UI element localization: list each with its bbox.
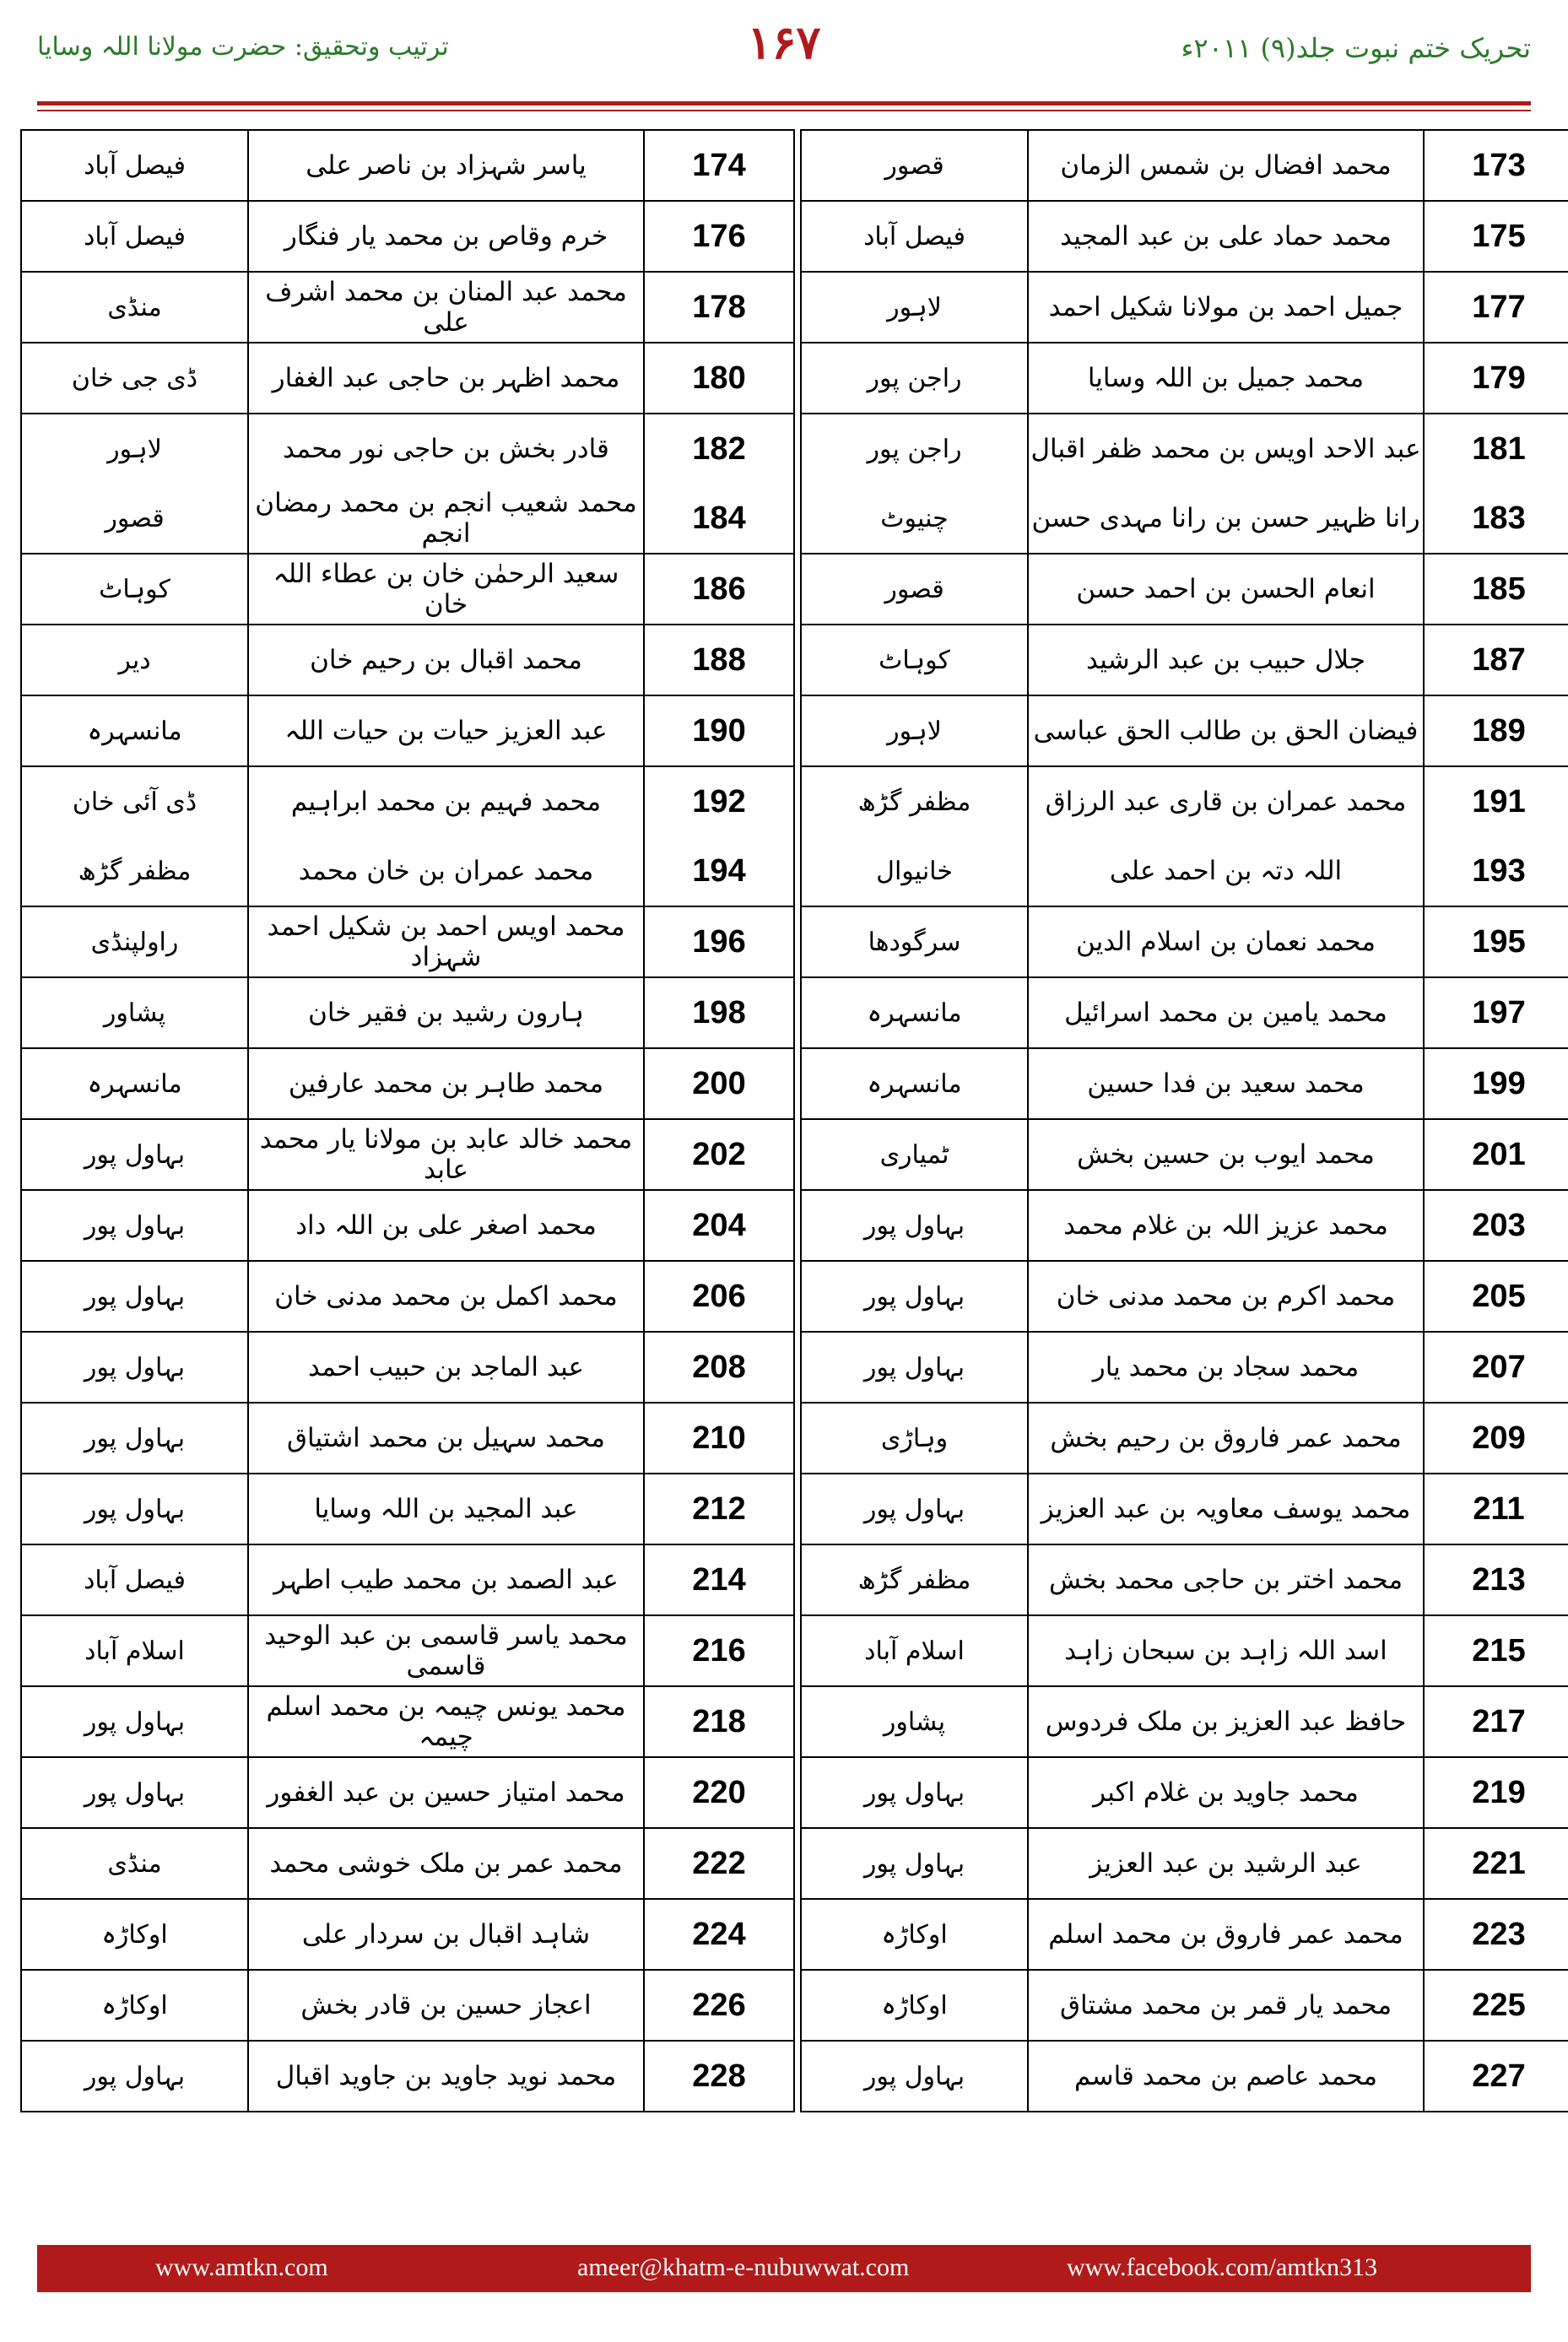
serial-number: 224 [644,1899,794,1970]
table-row [801,343,1568,414]
person-name: عبد العزیز حیات بن حیات اللہ [248,695,644,766]
table-row [801,1332,1568,1403]
serial-number: 185 [1424,554,1568,625]
city-name: فیصل آباد [21,130,248,201]
table-row [21,1048,794,1119]
city-name: منڈی [21,272,248,343]
serial-number: 207 [1424,1332,1568,1403]
table-row [21,1119,794,1190]
table-row [801,766,1568,836]
city-name: ٹمیاری [801,1119,1028,1190]
person-name: جلال حبیب بن عبد الرشید [1028,625,1424,695]
header-rule-thick [37,101,1531,105]
person-name: محمد اختر بن حاجی محمد بخش [1028,1544,1424,1615]
serial-number: 222 [644,1828,794,1899]
serial-number: 223 [1424,1899,1568,1970]
city-name: راولپنڈی [21,906,248,977]
serial-number: 202 [644,1119,794,1190]
person-name: محمد اکرم بن محمد مدنی خان [1028,1261,1424,1332]
person-name: محمد اصغر علی بن اللہ داد [248,1190,644,1261]
person-name: محمد یاسر قاسمی بن عبد الوحید قاسمی [248,1615,644,1686]
person-name: فیضان الحق بن طالب الحق عباسی [1028,695,1424,766]
footer-facebook-link[interactable]: www.facebook.com/amtkn313 [1067,2253,1377,2281]
city-name: بہاول پور [801,2041,1028,2112]
page-header [0,0,1568,110]
person-name: محمد یار قمر بن محمد مشتاق [1028,1970,1424,2041]
serial-number: 186 [644,554,794,625]
table-row [21,1686,794,1757]
person-name: محمد عمر بن ملک خوشی محمد [248,1828,644,1899]
serial-number: 184 [644,484,794,554]
table-row [21,1332,794,1403]
serial-number: 227 [1424,2041,1568,2112]
roster-table-left [20,129,795,2112]
serial-number: 218 [644,1686,794,1757]
person-name: رانا ظہیر حسن بن رانا مہدی حسن [1028,484,1424,554]
serial-number: 201 [1424,1119,1568,1190]
table-row [21,554,794,625]
person-name: حافظ عبد العزیز بن ملک فردوس [1028,1686,1424,1757]
roster-table-right [800,129,1568,2112]
city-name: مظفر گڑھ [801,1544,1028,1615]
serial-number: 221 [1424,1828,1568,1899]
table-row [801,1757,1568,1828]
city-name: بہاول پور [21,1119,248,1190]
table-row [801,272,1568,343]
person-name: محمد شعیب انجم بن محمد رمضان انجم [248,484,644,554]
table-row [21,201,794,272]
city-name: بہاول پور [21,2041,248,2112]
city-name: مظفر گڑھ [21,836,248,906]
table-row [801,695,1568,766]
person-name: سعید الرحمٰن خان بن عطاء اللہ خان [248,554,644,625]
table-row [801,1615,1568,1686]
person-name: محمد سجاد بن محمد یار [1028,1332,1424,1403]
city-name: لاہور [21,414,248,484]
city-name: پشاور [801,1686,1028,1757]
city-name: قصور [801,130,1028,201]
city-name: بہاول پور [21,1190,248,1261]
serial-number: 212 [644,1474,794,1544]
city-name: لاہور [801,272,1028,343]
person-name: عبد المجید بن اللہ وسایا [248,1474,644,1544]
city-name: چنیوٹ [801,484,1028,554]
city-name: مانسہرہ [801,1048,1028,1119]
person-name: محمد جاوید بن غلام اکبر [1028,1757,1424,1828]
serial-number: 188 [644,625,794,695]
person-name: انعام الحسن بن احمد حسن [1028,554,1424,625]
person-name: محمد اکمل بن محمد مدنی خان [248,1261,644,1332]
city-name: مانسہرہ [801,977,1028,1048]
person-name: عبد الصمد بن محمد طیب اطہر [248,1544,644,1615]
city-name: راجن پور [801,414,1028,484]
city-name: منڈی [21,1828,248,1899]
person-name: عبد الرشید بن عبد العزیز [1028,1828,1424,1899]
serial-number: 211 [1424,1474,1568,1544]
city-name: سرگودھا [801,906,1028,977]
serial-number: 182 [644,414,794,484]
serial-number: 183 [1424,484,1568,554]
city-name: بہاول پور [21,1686,248,1757]
footer-email-link[interactable]: ameer@khatm-e-nubuwwat.com [577,2253,910,2281]
person-name: محمد نوید جاوید بن جاوید اقبال [248,2041,644,2112]
table-row [21,836,794,906]
serial-number: 220 [644,1757,794,1828]
table-row [801,1474,1568,1544]
serial-number: 192 [644,766,794,836]
person-name: محمد اظہر بن حاجی عبد الغفار [248,343,644,414]
serial-number: 191 [1424,766,1568,836]
city-name: ڈی آئی خان [21,766,248,836]
table-row [21,1261,794,1332]
serial-number: 178 [644,272,794,343]
table-row [801,625,1568,695]
serial-number: 209 [1424,1403,1568,1474]
serial-number: 216 [644,1615,794,1686]
table-row [801,836,1568,906]
city-name: پشاور [21,977,248,1048]
city-name: اوکاڑہ [801,1899,1028,1970]
serial-number: 208 [644,1332,794,1403]
table-row [801,1190,1568,1261]
serial-number: 219 [1424,1757,1568,1828]
table-row [21,130,794,201]
table-row [21,625,794,695]
serial-number: 215 [1424,1615,1568,1686]
person-name: محمد عاصم بن محمد قاسم [1028,2041,1424,2112]
table-row [801,554,1568,625]
table-row [21,1403,794,1474]
table-row [21,766,794,836]
book-title: تحریک ختم نبوت جلد(۹) ۲۰۱۱ء [1181,32,1531,64]
city-name: بہاول پور [801,1190,1028,1261]
serial-number: 198 [644,977,794,1048]
table-row [21,2041,794,2112]
person-name: محمد یامین بن محمد اسرائیل [1028,977,1424,1048]
table-row [21,272,794,343]
serial-number: 174 [644,130,794,201]
serial-number: 190 [644,695,794,766]
city-name: مانسہرہ [21,1048,248,1119]
table-row [21,1970,794,2041]
table-row [801,1048,1568,1119]
serial-number: 203 [1424,1190,1568,1261]
city-name: اسلام آباد [21,1615,248,1686]
serial-number: 193 [1424,836,1568,906]
person-name: ہارون رشید بن فقیر خان [248,977,644,1048]
serial-number: 180 [644,343,794,414]
person-name: قادر بخش بن حاجی نور محمد [248,414,644,484]
city-name: بہاول پور [21,1474,248,1544]
table-row [801,1828,1568,1899]
city-name: مظفر گڑھ [801,766,1028,836]
city-name: بہاول پور [801,1757,1028,1828]
table-row [21,1615,794,1686]
person-name: یاسر شہزاد بن ناصر علی [248,130,644,201]
person-name: محمد سعید بن فدا حسین [1028,1048,1424,1119]
table-row [801,1899,1568,1970]
city-name: کوہاٹ [21,554,248,625]
table-row [21,695,794,766]
city-name: اوکاڑہ [21,1970,248,2041]
serial-number: 228 [644,2041,794,2112]
serial-number: 205 [1424,1261,1568,1332]
table-row [21,1190,794,1261]
serial-number: 173 [1424,130,1568,201]
city-name: بہاول پور [21,1332,248,1403]
person-name: محمد عبد المنان بن محمد اشرف علی [248,272,644,343]
table-row [801,484,1568,554]
serial-number: 213 [1424,1544,1568,1615]
person-name: محمد ایوب بن حسین بخش [1028,1119,1424,1190]
city-name: بہاول پور [21,1403,248,1474]
serial-number: 187 [1424,625,1568,695]
table-row [801,1261,1568,1332]
table-row [801,1686,1568,1757]
table-row [801,130,1568,201]
city-name: خانیوال [801,836,1028,906]
city-name: بہاول پور [801,1261,1028,1332]
table-row [21,1757,794,1828]
serial-number: 194 [644,836,794,906]
person-name: محمد عمران بن قاری عبد الرزاق [1028,766,1424,836]
serial-number: 225 [1424,1970,1568,2041]
serial-number: 199 [1424,1048,1568,1119]
page-footer [37,2245,1531,2292]
city-name: اوکاڑہ [21,1899,248,1970]
serial-number: 204 [644,1190,794,1261]
table-row [801,2041,1568,2112]
city-name: اوکاڑہ [801,1970,1028,2041]
serial-number: 196 [644,906,794,977]
person-name: محمد جمیل بن اللہ وسایا [1028,343,1424,414]
person-name: محمد افضال بن شمس الزمان [1028,130,1424,201]
table-row [801,906,1568,977]
person-name: محمد اقبال بن رحیم خان [248,625,644,695]
city-name: فیصل آباد [801,201,1028,272]
city-name: اسلام آباد [801,1615,1028,1686]
person-name: خرم وقاص بن محمد یار فنگار [248,201,644,272]
compiler-credit: ترتیب وتحقیق: حضرت مولانا اللہ وسایا [37,32,449,62]
city-name: بہاول پور [21,1757,248,1828]
serial-number: 210 [644,1403,794,1474]
person-name: محمد عمران بن خان محمد [248,836,644,906]
person-name: محمد امتیاز حسین بن عبد الغفور [248,1757,644,1828]
city-name: وہاڑی [801,1403,1028,1474]
city-name: مانسہرہ [21,695,248,766]
city-name: فیصل آباد [21,201,248,272]
person-name: محمد حماد علی بن عبد المجید [1028,201,1424,272]
city-name: دیر [21,625,248,695]
person-name: محمد عمر فاروق بن رحیم بخش [1028,1403,1424,1474]
person-name: عبد الماجد بن حبیب احمد [248,1332,644,1403]
table-row [801,977,1568,1048]
serial-number: 195 [1424,906,1568,977]
person-name: محمد فہیم بن محمد ابراہیم [248,766,644,836]
table-row [801,1544,1568,1615]
serial-number: 189 [1424,695,1568,766]
city-name: بہاول پور [801,1332,1028,1403]
person-name: محمد یونس چیمہ بن محمد اسلم چیمہ [248,1686,644,1757]
table-row [801,414,1568,484]
city-name: قصور [801,554,1028,625]
person-name: اللہ دتہ بن احمد علی [1028,836,1424,906]
serial-number: 197 [1424,977,1568,1048]
serial-number: 200 [644,1048,794,1119]
table-row [21,484,794,554]
table-row [801,1119,1568,1190]
serial-number: 181 [1424,414,1568,484]
person-name: محمد عمر فاروق بن محمد اسلم [1028,1899,1424,1970]
serial-number: 226 [644,1970,794,2041]
person-name: محمد نعمان بن اسلام الدین [1028,906,1424,977]
table-row [21,1544,794,1615]
city-name: راجن پور [801,343,1028,414]
city-name: لاہور [801,695,1028,766]
table-row [21,1828,794,1899]
person-name: محمد خالد عابد بن مولانا یار محمد عابد [248,1119,644,1190]
city-name: ڈی جی خان [21,343,248,414]
footer-website-link[interactable]: www.amtkn.com [155,2253,328,2281]
table-row [21,906,794,977]
serial-number: 214 [644,1544,794,1615]
table-row [801,1403,1568,1474]
table-row [21,1899,794,1970]
city-name: بہاول پور [21,1261,248,1332]
person-name: محمد اویس احمد بن شکیل احمد شہزاد [248,906,644,977]
serial-number: 217 [1424,1686,1568,1757]
city-name: فیصل آباد [21,1544,248,1615]
person-name: عبد الاحد اویس بن محمد ظفر اقبال [1028,414,1424,484]
city-name: بہاول پور [801,1828,1028,1899]
table-row [21,414,794,484]
person-name: محمد عزیز اللہ بن غلام محمد [1028,1190,1424,1261]
person-name: اسد اللہ زاہد بن سبحان زاہد [1028,1615,1424,1686]
person-name: جمیل احمد بن مولانا شکیل احمد [1028,272,1424,343]
table-row [21,977,794,1048]
serial-number: 176 [644,201,794,272]
person-name: محمد طاہر بن محمد عارفین [248,1048,644,1119]
serial-number: 177 [1424,272,1568,343]
person-name: محمد سہیل بن محمد اشتیاق [248,1403,644,1474]
header-rule-thin [37,110,1531,111]
person-name: شاہد اقبال بن سردار علی [248,1899,644,1970]
city-name: کوہاٹ [801,625,1028,695]
city-name: قصور [21,484,248,554]
table-row [801,201,1568,272]
table-row [21,1474,794,1544]
serial-number: 175 [1424,201,1568,272]
person-name: محمد یوسف معاویہ بن عبد العزیز [1028,1474,1424,1544]
serial-number: 179 [1424,343,1568,414]
page-number: ۱۶۷ [747,15,821,69]
table-row [801,1970,1568,2041]
city-name: بہاول پور [801,1474,1028,1544]
person-name: اعجاز حسین بن قادر بخش [248,1970,644,2041]
serial-number: 206 [644,1261,794,1332]
table-row [21,343,794,414]
